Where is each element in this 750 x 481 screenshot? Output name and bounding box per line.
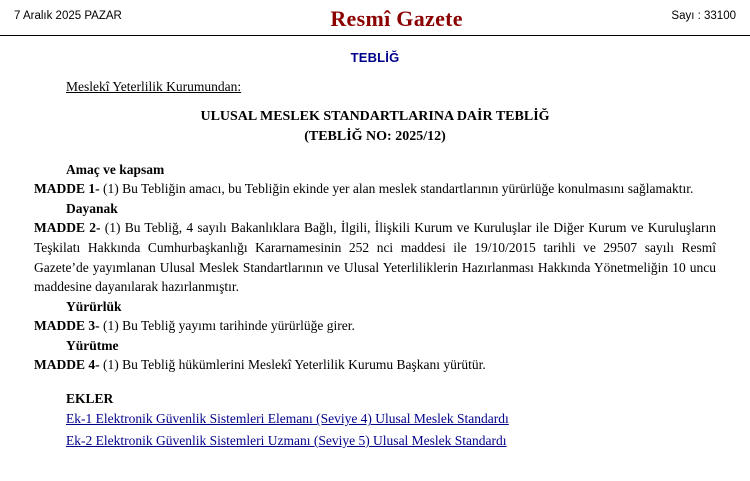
article-label-2: MADDE 2- [34,219,101,235]
section-paragraph-2 [34,218,716,298]
article-label-4: MADDE 4- [34,357,100,373]
article-text-2: (1) Bu Tebliğ, 4 sayılı Bakanlıklara Bağlı, İlgili, İlişkili Kurum ve Kuruluşlar ile Diğer Kurum ve Kuruluşların Teşkilatı Hakkında Cumhurbaşkanlığı Kararnamesinin 252 nci maddesi ile 19/10/2015 tarihli ve 29507 sayılı Resmî Gazete’de yayımlanan Ulusal Meslek Standartlarının ve Ulusal Yeterliliklerin Hazırlanması Hakkında Yönetmeliğin 10 uncu maddesine dayanılarak hazırlanmıştır. [34,219,716,295]
section-heading-dayanak: Dayanak [66,200,118,216]
masthead-date: 7 Aralık 2025 PAZAR [14,10,122,22]
article-text-3: (1) Bu Tebliğ yayımı tarihinde yürürlüğe girer. [99,318,355,334]
issuing-authority: Meslekî Yeterlilik Kurumundan: [66,79,242,94]
section-paragraph-1 [34,179,716,199]
document-body [0,36,750,451]
article-text-4: (1) Bu Tebliğ hükümlerini Meslekî Yeterlilik Kurumu Başkanı yürütür. [99,357,486,373]
section-paragraph-4 [34,355,716,375]
annex-link-ek-1[interactable]: Ek-1 Elektronik Güvenlik Sistemleri Elemanı (Seviye 4) Ulusal Meslek Standardı [66,411,509,427]
masthead-title: Resmî Gazete [330,6,463,31]
section-paragraph-3 [34,316,716,336]
masthead [0,0,750,32]
section-label: TEBLİĞ [350,50,400,65]
article-text-1: (1) Bu Tebliğin amacı, bu Tebliğin ekinde yer alan meslek standartlarının yürürlüğe konulmasını sağlamaktır. [99,180,694,196]
masthead-issue-number: Sayı : 33100 [671,10,736,22]
document-title [34,107,716,148]
annex-heading: EKLER [66,391,114,407]
article-label-3: MADDE 3- [34,318,100,334]
article-label-1: MADDE 1- [34,180,100,196]
annex-link-ek-2[interactable]: Ek-2 Elektronik Güvenlik Sistemleri Uzmanı (Seviye 5) Ulusal Meslek Standardı [66,432,507,448]
document-title-line1: ULUSAL MESLEK STANDARTLARINA DAİR TEBLİĞ [200,109,550,124]
section-heading-amac-ve-kapsam: Amaç ve kapsam [66,161,165,177]
document-title-line2: (TEBLİĞ NO: 2025/12) [304,129,446,145]
section-heading-yururluk: Yürürlük [66,299,122,315]
section-heading-yurutme: Yürütme [66,338,119,354]
